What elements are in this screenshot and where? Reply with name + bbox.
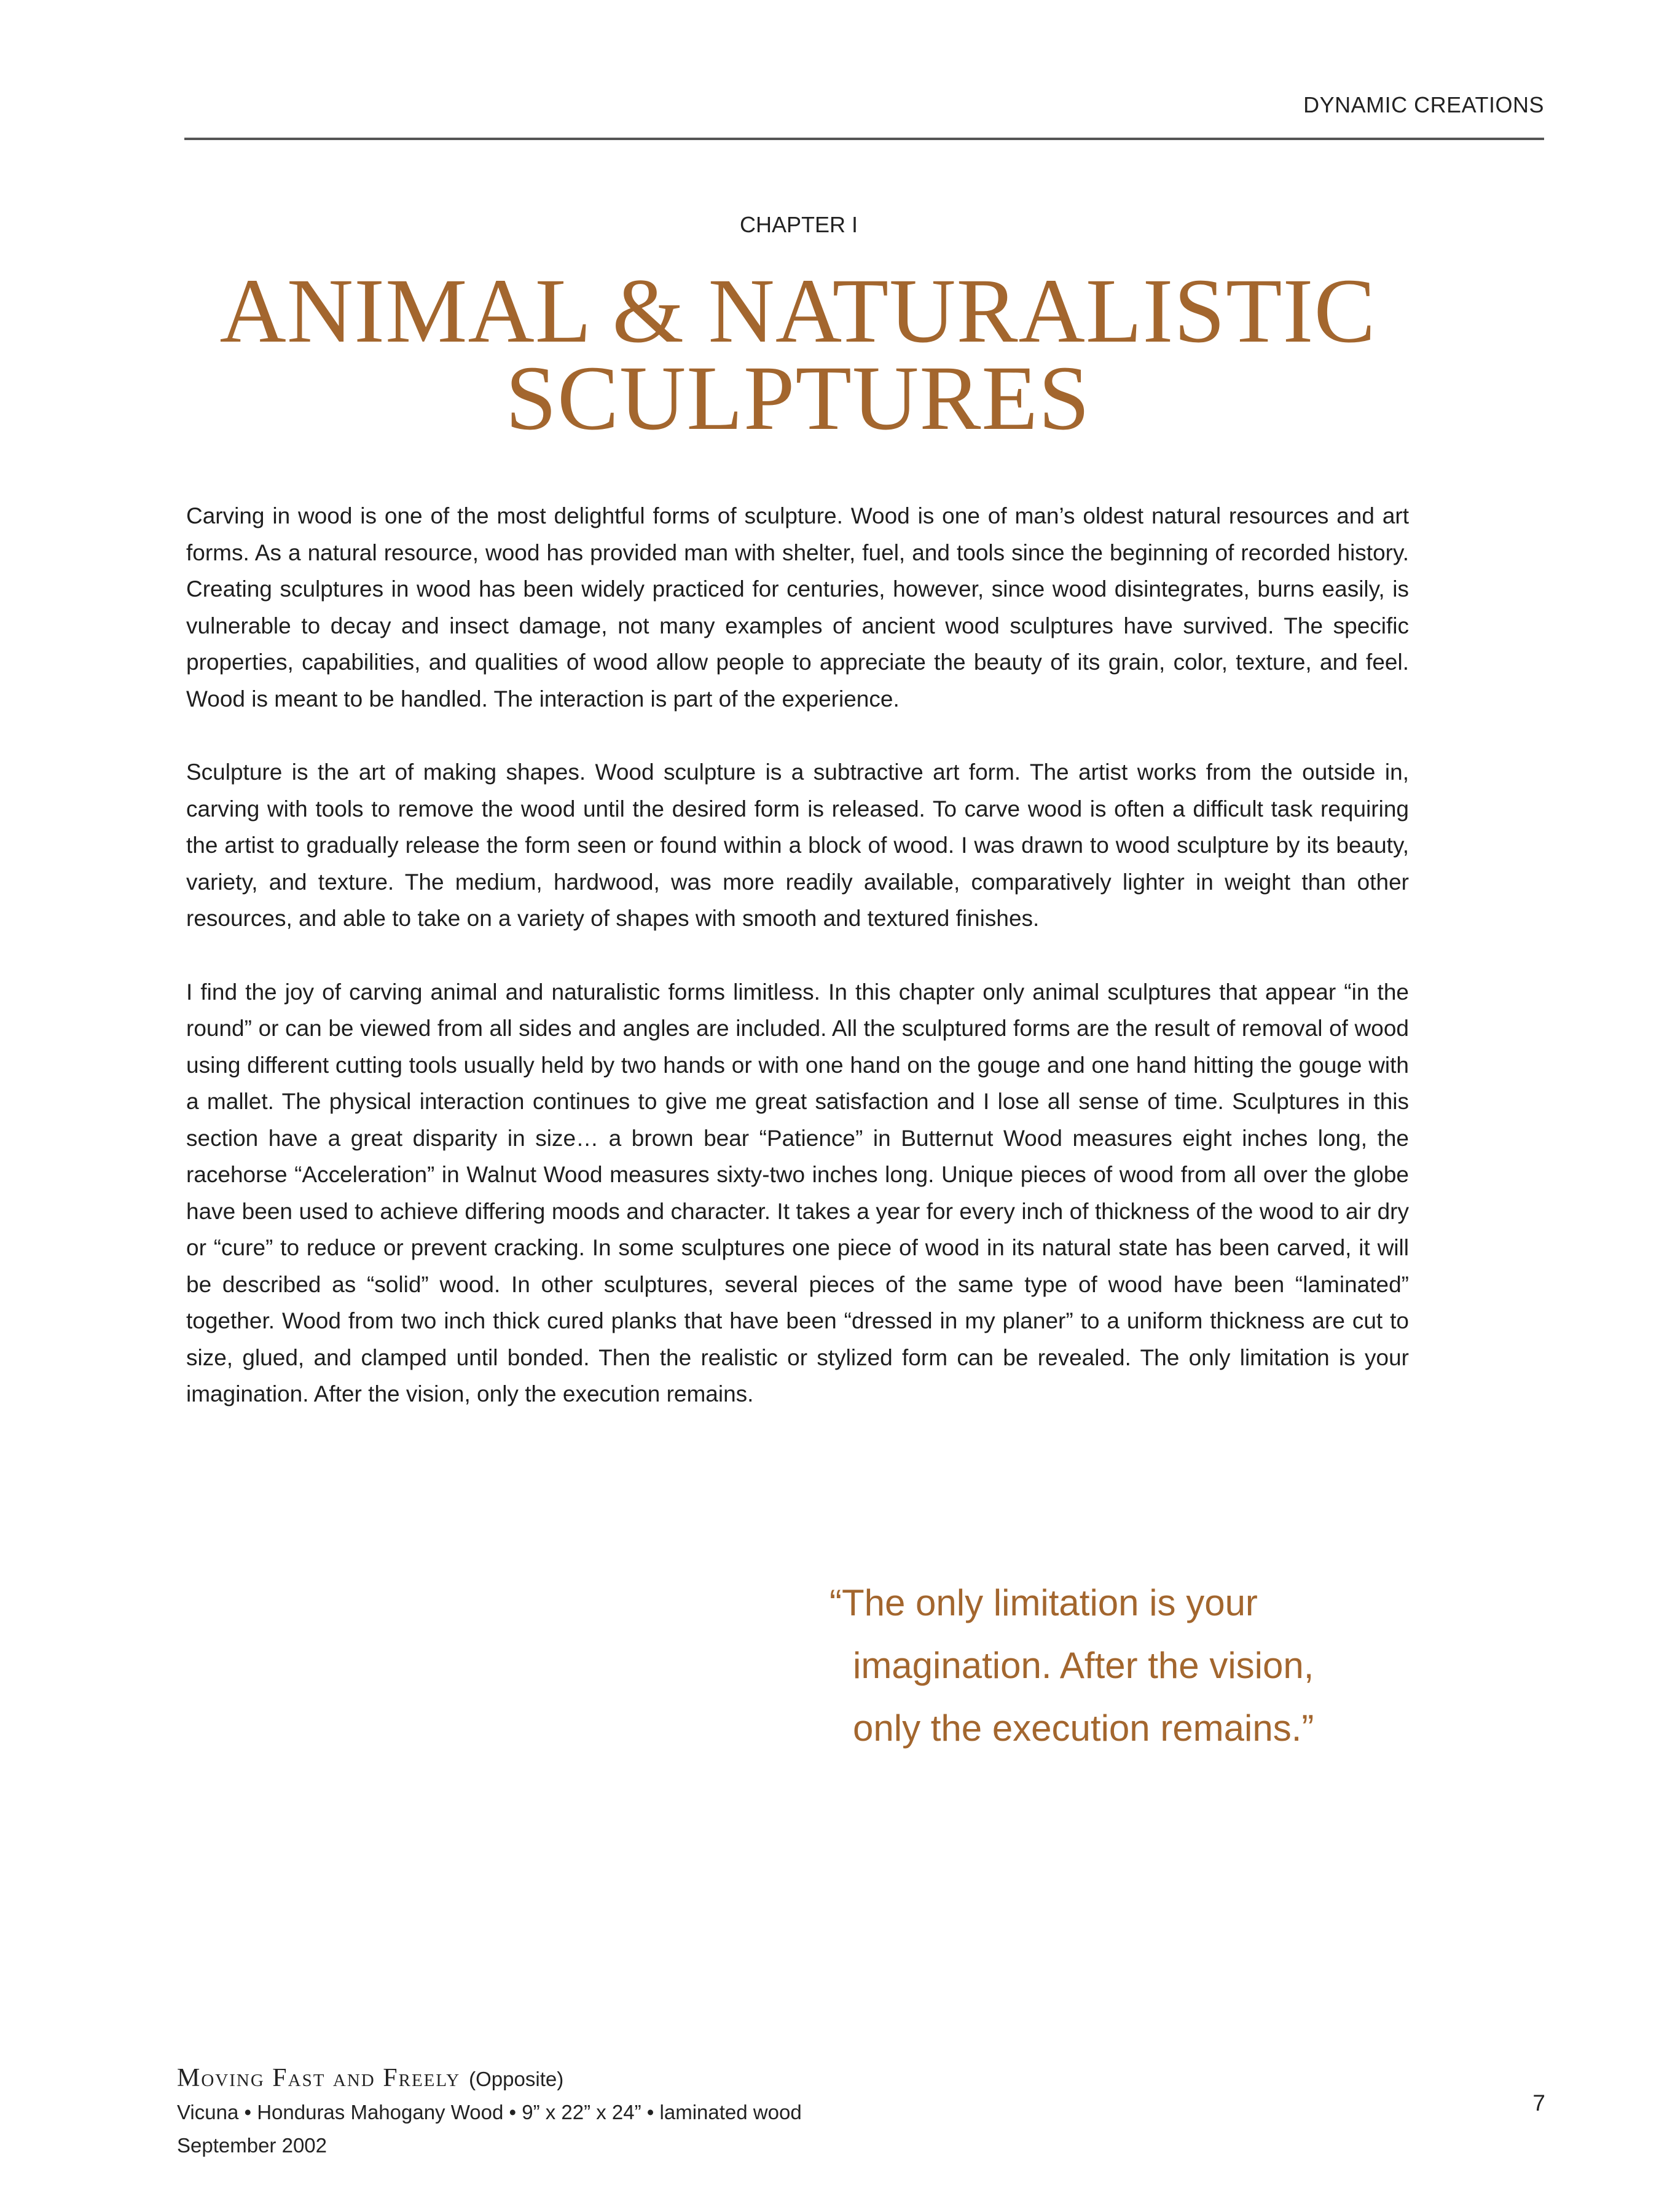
caption-details: Vicuna • Honduras Mahogany Wood • 9” x 22” x 24” • laminated wood: [177, 2101, 802, 2124]
photo-caption: [177, 2061, 802, 2162]
pull-quote-line-3: only the execution remains.”: [853, 1708, 1314, 1749]
body-paragraph-2: Sculpture is the art of making shapes. Wood sculpture is a subtractive art form. The artist works from the outside in, carving with tools to remove the wood until the desired form is released. To carve wood is often a difficult task requiring the artist to gradually release the form seen or found within a block of wood. I was drawn to wood sculpture by its beauty, variety, and texture. The medium, hardwood, was more readily available, comparatively lighter in weight than other resources, and able to take on a variety of shapes with smooth and textured finishes.: [186, 759, 1409, 931]
caption-note: (Opposite): [469, 2068, 564, 2090]
chapter-title-line-1: ANIMAL & NATURALISTIC: [219, 260, 1376, 362]
caption-title: Moving Fast and Freely: [177, 2064, 461, 2092]
chapter-title: [184, 260, 1411, 449]
header-rule: [184, 138, 1544, 140]
body-paragraph-3: I find the joy of carving animal and naturalistic forms limitless. In this chapter only animal sculptures that appear “in the round” or can be viewed from all sides and angles are included. All the sculptured forms are the result of removal of wood using different cutting tools usually held by two hands or with one hand on the gouge and one hand hitting the gouge with a mallet. The physical interaction continues to give me great satisfaction and I lose all sense of time. Sculptures in this section have a great disparity in size… a brown bear “Patience” in Butternut Wood measures eight inches long, the racehorse “Acceleration” in Walnut Wood measures sixty-two inches long. Unique pieces of wood from all over the globe have been used to achieve differing moods and character. It takes a year for every inch of thickness of the wood to air dry or “cure” to reduce or prevent cracking. In some sculptures one piece of wood in its natural state has been carved, it will be described as “solid” wood. In other sculptures, several pieces of the same type of wood have been “laminated” together. Wood from two inch thick cured planks that have been “dressed in my planer” to a uniform thickness are cut to size, glued, and clamped until bonded. Then the realistic or stylized form can be revealed. The only limitation is your imagination. After the vision, only the execution remains.: [186, 979, 1409, 1406]
body-paragraph-1: Carving in wood is one of the most delightful forms of sculpture. Wood is one of man’s oldest natural resources and art forms. As a natural resource, wood has provided man with shelter, fuel, and tools since the beginning of recorded history. Creating sculptures in wood has been widely practiced for centuries, however, since wood disintegrates, burns easily, is vulnerable to decay and insect damage, not many examples of ancient wood sculptures have survived. The specific properties, capabilities, and qualities of wood allow people to appreciate the beauty of its grain, color, texture, and feel. Wood is meant to be handled. The interaction is part of the experience.: [186, 503, 1409, 712]
running-header: DYNAMIC CREATIONS: [1303, 92, 1544, 117]
pull-quote: [830, 1572, 1444, 1760]
caption-date: September 2002: [177, 2134, 327, 2157]
pull-quote-line-1: “The only limitation is your: [830, 1582, 1258, 1623]
body-text: [186, 498, 1409, 1449]
caption-heading: [177, 2061, 802, 2096]
pull-quote-line-2: imagination. After the vision,: [853, 1645, 1314, 1686]
chapter-title-line-2: SCULPTURES: [505, 347, 1091, 449]
page-number: 7: [1532, 2090, 1545, 2116]
chapter-label: CHAPTER I: [739, 212, 858, 237]
